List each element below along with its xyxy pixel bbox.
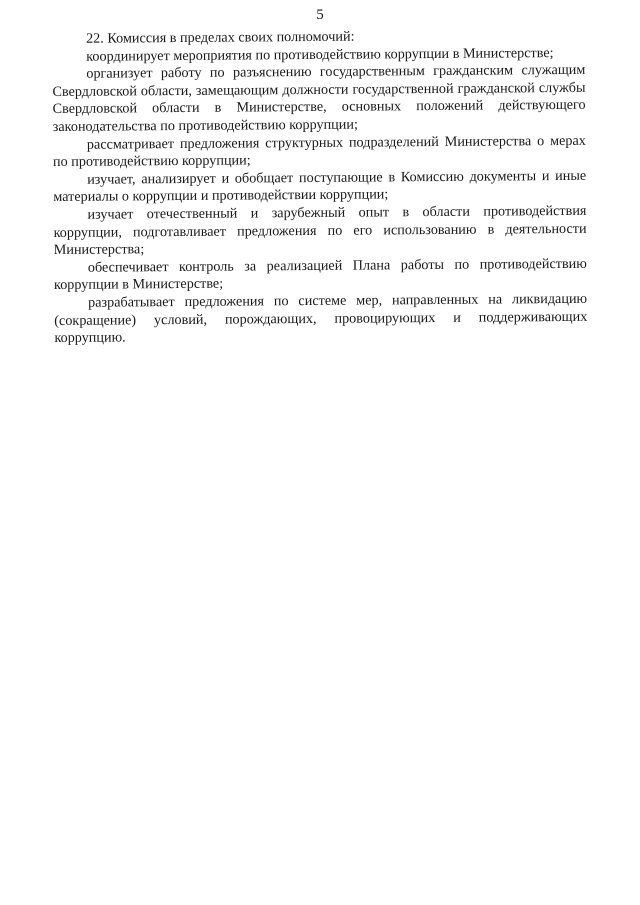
paragraph-organizes: организует работу по разъяснению государственным гражданским служащим Свердловской области, замещающим должности государственной гражданской службы Свердловской области в Министерстве, основных положений действующего законодательства по противодействию коррупции; [52, 62, 586, 135]
document-body [52, 27, 587, 348]
paragraph-ensures-control: обеспечивает контроль за реализацией Плана работы по противодействию коррупции в Министерстве; [53, 255, 587, 294]
paragraph-coordinates: координирует мероприятия по противодействию коррупции в Министерстве; [86, 44, 554, 65]
paragraph-develops-proposals: разрабатывает предложения по системе мер, направленных на ликвидацию (сокращение) условий, порождающих, провоцирующих и поддерживающих коррупцию. [54, 290, 588, 347]
paragraph-studies-analyzes: изучает, анализирует и обобщает поступающие в Комиссию документы и иные материалы о коррупции и противодействии коррупции; [53, 167, 587, 206]
page-number: 5 [316, 7, 324, 23]
paragraph-commission-powers-heading: 22. Комиссия в пределах своих полномочий: [85, 28, 355, 47]
paragraph-considers-proposals: рассматривает предложения структурных подразделений Министерства о мерах по противодействию коррупции; [52, 132, 586, 171]
paragraph-studies-experience: изучает отечественный и зарубежный опыт в области противодействия коррупции, подготавливает предложения по его использованию в деятельности Министерства; [53, 202, 587, 259]
